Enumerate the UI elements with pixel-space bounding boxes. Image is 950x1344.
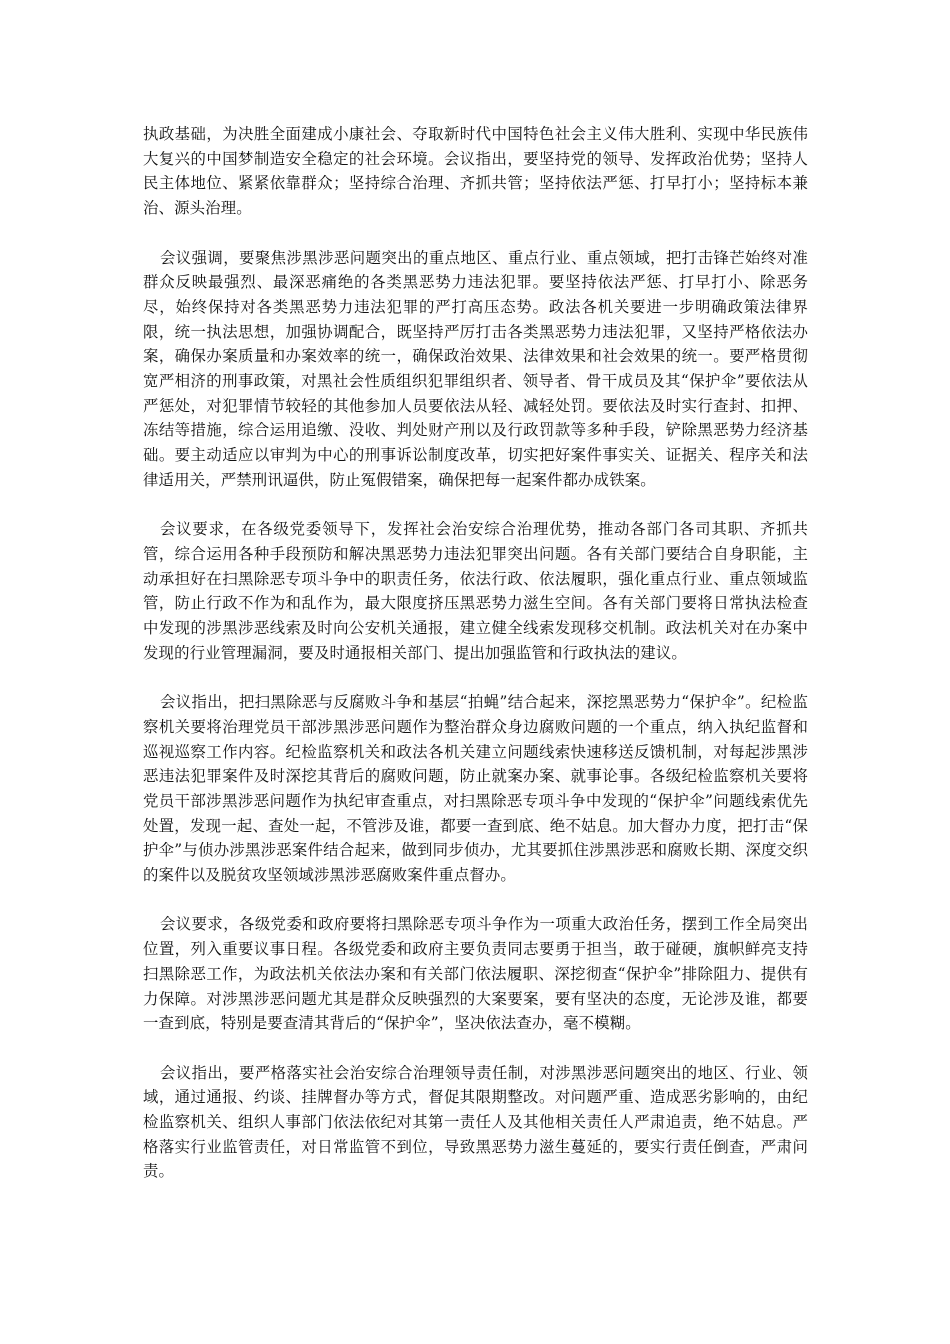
paragraph-6: 会议指出，要严格落实社会治安综合治理领导责任制，对涉黑涉恶问题突出的地区、行业、领域，通过通报、约谈、挂牌督办等方式，督促其限期整改。对问题严重、造成恶劣影响的，由纪检监察机关、组织人事部门依法依纪对其第一责任人及其他相关责任人严肃追责，绝不姑息。严格落实行业监管责任，对日常监管不到位，导致黑恶势力滋生蔓延的，要实行责任倒查，严肃问责。 (143, 1063, 808, 1181)
paragraph-5: 会议要求，各级党委和政府要将扫黑除恶专项斗争作为一项重大政治任务，摆到工作全局突出位置，列入重要议事日程。各级党委和政府主要负责同志要勇于担当，敢于碰硬，旗帜鲜亮支持扫黑除恶工作，为政法机关依法办案和有关部门依法履职、深挖彻查“保护伞”排除阻力、提供有力保障。对涉黑涉恶问题尤其是群众反映强烈的大案要案，要有坚决的态度，无论涉及谁，都要一查到底，特别是要查清其背后的“保护伞”，坚决依法查办，毫不模糊。 (143, 915, 808, 1033)
paragraph-1: 执政基础，为决胜全面建成小康社会、夺取新时代中国特色社会主义伟大胜利、实现中华民族伟大复兴的中国梦制造安全稳定的社会环境。会议指出，要坚持党的领导、发挥政治优势；坚持人民主体地位、紧紧依靠群众；坚持综合治理、齐抓共管；坚持依法严惩、打早打小；坚持标本兼治、源头治理。 (143, 125, 808, 218)
paragraph-3: 会议要求，在各级党委领导下，发挥社会治安综合治理优势，推动各部门各司其职、齐抓共管，综合运用各种手段预防和解决黑恶势力违法犯罪突出问题。各有关部门要结合自身职能，主动承担好在扫黑除恶专项斗争中的职责任务，依法行政、依法履职，强化重点行业、重点领域监管，防止行政不作为和乱作为，最大限度挤压黑恶势力滋生空间。各有关部门要将日常执法检查中发现的涉黑涉恶线索及时向公安机关通报，建立健全线索发现移交机制。政法机关对在办案中发现的行业管理漏洞，要及时通报相关部门、提出加强监管和行政执法的建议。 (143, 520, 808, 662)
paragraph-2: 会议强调，要聚焦涉黑涉恶问题突出的重点地区、重点行业、重点领域，把打击锋芒始终对准群众反映最强烈、最深恶痛绝的各类黑恶势力违法犯罪。要坚持依法严惩、打早打小、除恶务尽，始终保持对各类黑恶势力违法犯罪的严打高压态势。政法各机关要进一步明确政策法律界限，统一执法思想，加强协调配合，既坚持严厉打击各类黑恶势力违法犯罪，又坚持严格依法办案，确保办案质量和办案效率的统一，确保政治效果、法律效果和社会效果的统一。要严格贯彻宽严相济的刑事政策，对黑社会性质组织犯罪组织者、领导者、骨干成员及其“保护伞”要依法从严惩处，对犯罪情节较轻的其他参加人员要依法从轻、减轻处罚。要依法及时实行查封、扣押、冻结等措施，综合运用追缴、没收、判处财产刑以及行政罚款等多种手段，铲除黑恶势力经济基础。要主动适应以审判为中心的刑事诉讼制度改革，切实把好案件事实关、证据关、程序关和法律适用关，严禁刑讯逼供，防止冤假错案，确保把每一起案件都办成铁案。 (143, 248, 808, 489)
document-body (143, 122, 808, 1209)
paragraph-4: 会议指出，把扫黑除恶与反腐败斗争和基层“拍蝇”结合起来，深挖黑恶势力“保护伞”。纪检监察机关要将治理党员干部涉黑涉恶问题作为整治群众身边腐败问题的一个重点，纳入执纪监督和巡视巡察工作内容。纪检监察机关和政法各机关建立问题线索快速移送反馈机制，对每起涉黑涉恶违法犯罪案件及时深挖其背后的腐败问题，防止就案办案、就事论事。各级纪检监察机关要将党员干部涉黑涉恶问题作为执纪审查重点，对扫黑除恶专项斗争中发现的“保护伞”问题线索优先处置，发现一起、查处一起，不管涉及谁，都要一查到底、绝不姑息。加大督办力度，把打击“保护伞”与侦办涉黑涉恶案件结合起来，做到同步侦办，尤其要抓住涉黑涉恶和腐败长期、深度交织的案件以及脱贫攻坚领域涉黑涉恶腐败案件重点督办。 (143, 693, 808, 885)
